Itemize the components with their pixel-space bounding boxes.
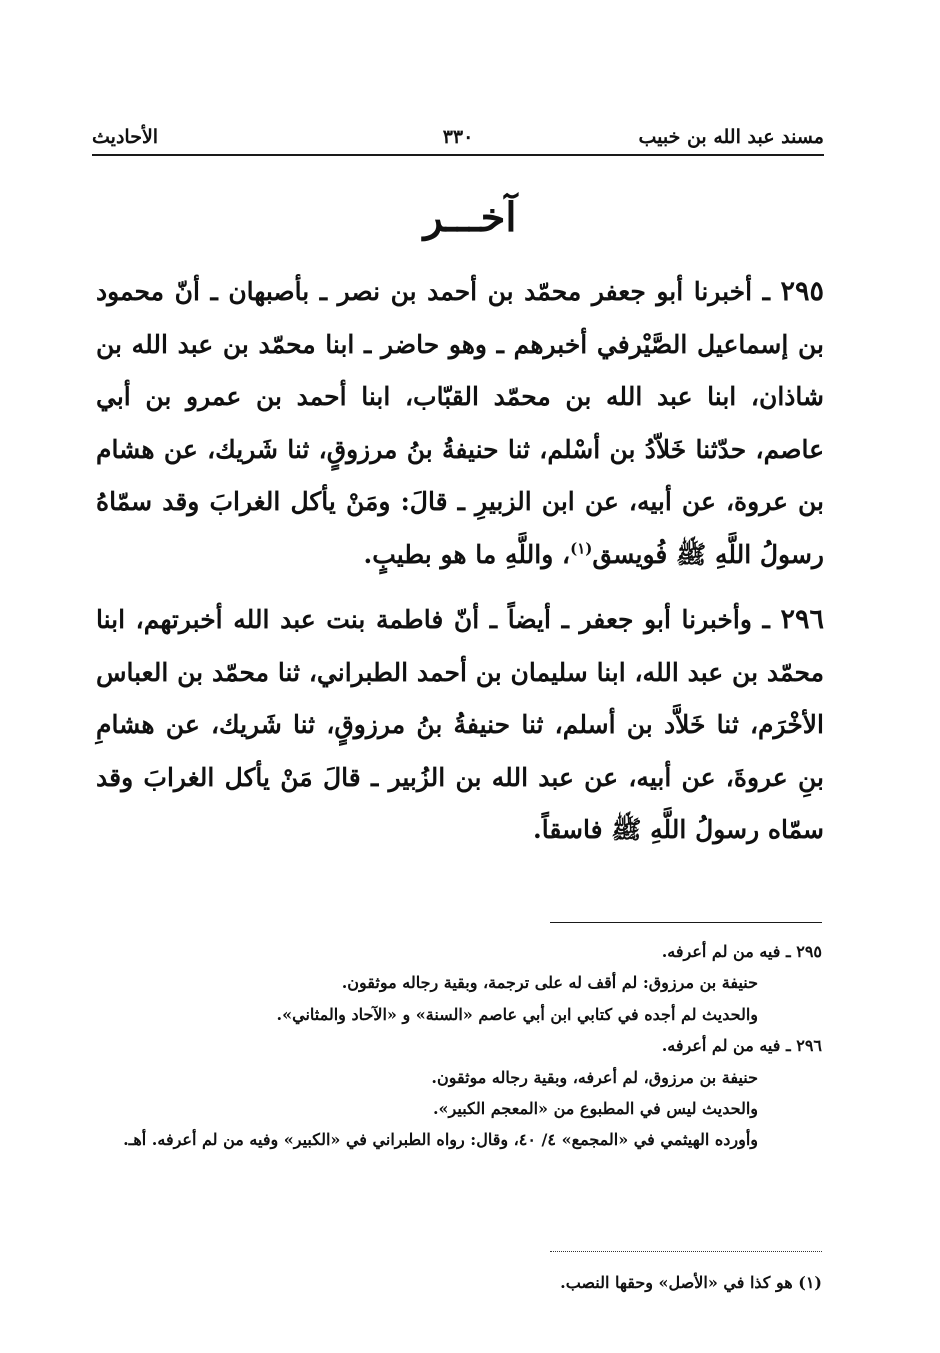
- footnote-marker[interactable]: (١): [570, 539, 593, 558]
- footnote-295-line: والحديث لم أجده في كتابي ابن أبي عاصم «السنة» و «الآحاد والمثاني».: [276, 1004, 758, 1024]
- footnote-separator: [550, 922, 822, 923]
- footnote-295-line: حنيفة بن مرزوق: لم أقف له على ترجمة، وبقية رجاله موثقون.: [341, 973, 758, 993]
- hadith-number: ٢٩٦: [780, 604, 824, 635]
- footnote-295-head: ٢٩٥ ـ فيه من لم أعرفه.: [661, 942, 822, 961]
- running-header: [92, 120, 824, 156]
- footnote-296-line: حنيفة بن مرزوق، لم أعرفه، وبقية رجاله موثقون.: [431, 1067, 758, 1087]
- footnote-296-line: والحديث ليس في المطبوع من «المعجم الكبير».: [432, 1099, 758, 1119]
- page-number: ٣٣٠: [442, 126, 474, 148]
- section-title: آخـــر: [423, 194, 517, 241]
- header-section: الأحاديث: [92, 126, 159, 148]
- hadith-text-end: ، واللَّهِ ما هو بطيبٍ.: [363, 539, 571, 569]
- hadith-text: ـ أخبرنا أبو جعفر محمّد بن أحمد بن نصر ـ بأصبهان ـ أنّ محمود بن إسماعيل الصَّيْرفي أخبرهم ـ وهو حاضر ـ ابنا محمّد بن عبد الله بن شاذان، ابنا عبد الله بن محمّد القبّاب، ابنا أحمد بن عمرو بن أبي عاصم، حدّثنا خَلاّدُ بن أسْلم، ثنا حنيفةُ بنُ مرزوقٍ، ثنا شَريك، عن هشام بن عروة، عن أبيه، عن ابن الزبيرِ ـ قالَ: ومَنْ يأكل الغرابَ وقد سمّاهُ رسولُ اللَّهِ ﷺ فُويسق: [96, 277, 824, 569]
- header-book-title: مسند عبد الله بن خبيب: [638, 126, 824, 148]
- hadith-number: ٢٩٥: [780, 276, 824, 307]
- footnote-dotted-separator: [550, 1251, 822, 1252]
- hadith-text: ـ وأخبرنا أبو جعفر ـ أيضاً ـ أنّ فاطمة بنت عبد الله أخبرتهم، ابنا محمّد بن عبد الله، ابنا سليمان بن أحمد الطبراني، ثنا محمّد بن العباس الأخْرَم، ثنا خَلاَّد بن أسلم، ثنا حنيفةُ بنُ مرزوقٍ، ثنا شَريك، عن هشامِ بنِ عروةَ، عن أبيه، عن عبد الله بن الزُبير ـ قالَ مَنْ يأكل الغرابَ وقد سمّاه رسولُ اللَّهِ ﷺ فاسقاً.: [96, 605, 824, 844]
- footnotes: [96, 936, 822, 1156]
- footnote-296-head: ٢٩٦ ـ فيه من لم أعرفه.: [661, 1036, 822, 1056]
- text-note-1: (١) هو كذا في «الأصل» وحقها النصب.: [560, 1273, 822, 1292]
- hadith-295: [96, 266, 824, 581]
- footnote-296-line: وأورده الهيثمي في «المجمع» ٤/ ٤٠، وقال: رواه الطبراني في «الكبير» وفيه من لم أعرفه. أهـ.: [123, 1130, 758, 1150]
- hadith-296: [96, 594, 824, 857]
